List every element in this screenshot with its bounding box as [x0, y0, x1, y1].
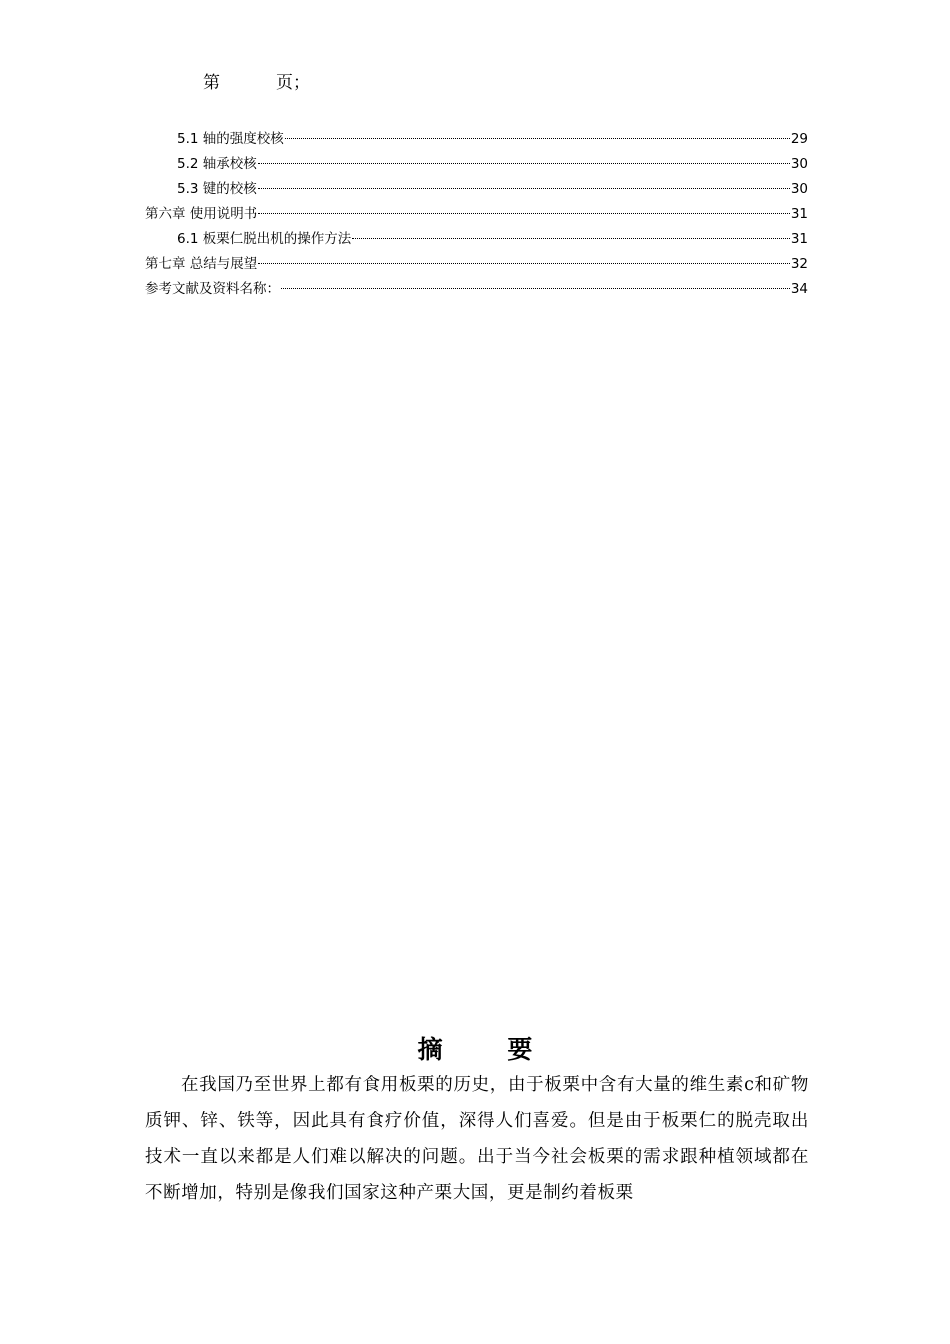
toc-entry[interactable]: [145, 127, 808, 152]
table-of-contents: [145, 127, 808, 302]
toc-entry-label: 5.2 轴承校核: [177, 156, 257, 172]
toc-dot-leader: [258, 213, 790, 214]
toc-dot-leader: [258, 263, 790, 264]
toc-dot-leader: [258, 163, 790, 164]
toc-entry-page: 32: [790, 256, 808, 272]
toc-dot-leader: [352, 238, 790, 239]
toc-entry-page: 30: [790, 156, 808, 172]
toc-entry-label: 第七章 总结与展望: [145, 256, 258, 272]
toc-entry[interactable]: [145, 202, 808, 227]
header-text-a: 第: [203, 73, 220, 93]
toc-entry-label: 第六章 使用说明书: [145, 206, 258, 222]
toc-entry-page: 34: [790, 281, 808, 297]
toc-entry[interactable]: [145, 277, 808, 302]
page-header: [203, 68, 310, 93]
toc-dot-leader: [258, 188, 790, 189]
toc-entry[interactable]: [145, 152, 808, 177]
toc-dot-leader: [281, 288, 790, 289]
toc-dot-leader: [285, 138, 790, 139]
header-text-b: 页；: [276, 73, 310, 93]
toc-entry[interactable]: [145, 252, 808, 277]
toc-entry-page: 30: [790, 181, 808, 197]
toc-entry-page: 31: [790, 231, 808, 247]
toc-entry[interactable]: [145, 227, 808, 252]
toc-entry-label: 6.1 板栗仁脱出机的操作方法: [177, 231, 352, 247]
abstract-title: 摘 要: [417, 1035, 561, 1064]
toc-entry-page: 31: [790, 206, 808, 222]
toc-entry-page: 29: [790, 131, 808, 147]
toc-entry-label: 5.1 轴的强度校核: [177, 131, 284, 147]
abstract-paragraph: 在我国乃至世界上都有食用板栗的历史，由于板栗中含有大量的维生素c和矿物质钾、锌、铁等，因此具有食疗价值，深得人们喜爱。但是由于板栗仁的脱壳取出技术一直以来都是人们难以解决的问题。出于当今社会板栗的需求跟种植领域都在不断增加，特别是像我们国家这种产栗大国，更是制约着板栗: [145, 1075, 809, 1203]
toc-entry-label: 参考文献及资料名称：: [145, 281, 280, 297]
toc-entry-label: 5.3 键的校核: [177, 181, 257, 197]
toc-entry[interactable]: [145, 177, 808, 202]
